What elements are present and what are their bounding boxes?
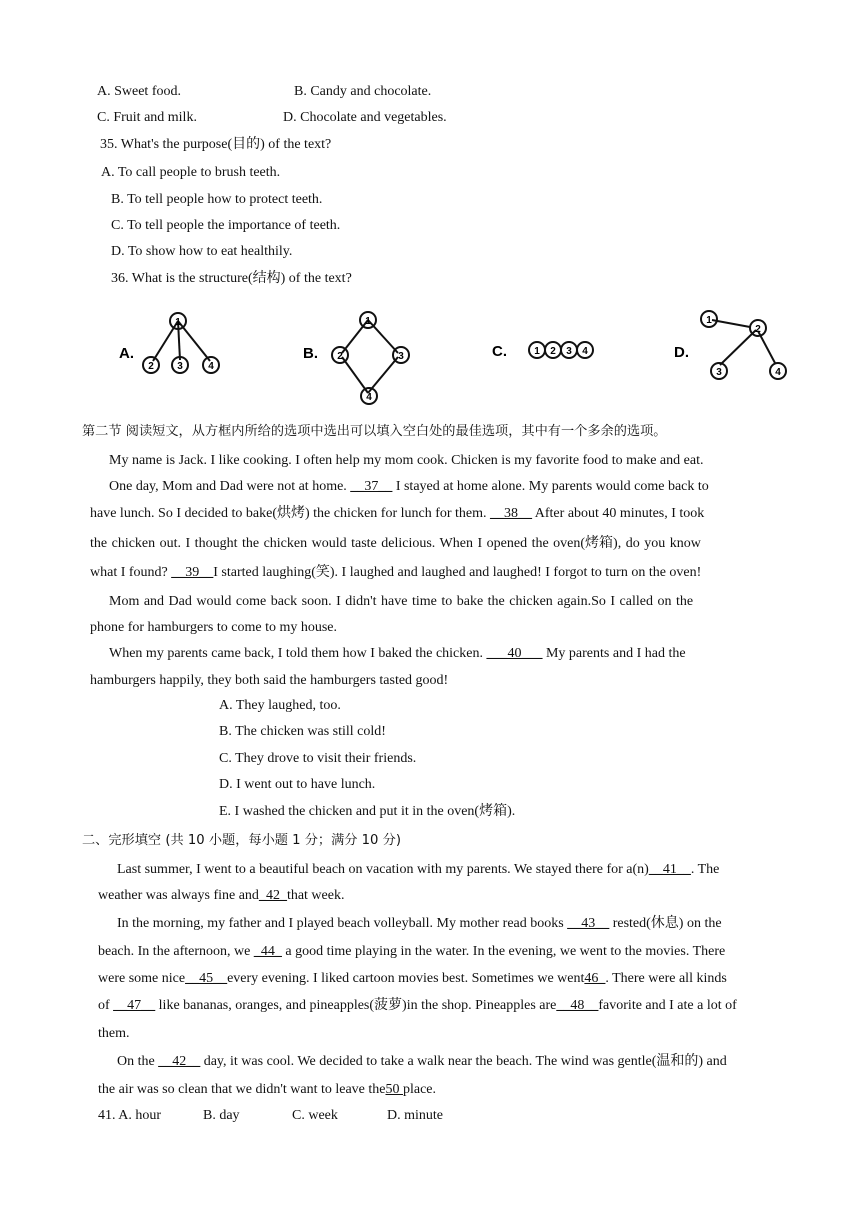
svg-text:1: 1: [706, 315, 712, 326]
svg-text:2: 2: [337, 351, 343, 362]
blank-41: __41__: [648, 862, 691, 877]
svg-text:1: 1: [365, 316, 371, 327]
passage-line: One day, Mom and Dad were not at home. __37__ I stayed at home alone. My parents would come back to: [109, 479, 709, 494]
blank-47: __47__: [113, 998, 156, 1013]
option-c: C. They drove to visit their friends.: [219, 751, 417, 766]
structure-diagram-d: [672, 305, 797, 385]
blank-45: __45__: [185, 971, 228, 986]
q35-option-a: A. To call people to brush teeth.: [101, 165, 281, 180]
svg-text:3: 3: [398, 351, 404, 362]
blank-50: 50: [385, 1082, 403, 1097]
blank-48: __48__: [556, 998, 599, 1013]
svg-text:4: 4: [582, 346, 588, 357]
option-d: D. I went out to have lunch.: [219, 777, 376, 792]
diagram-d-label: D.: [674, 344, 689, 361]
passage-line: My name is Jack. I like cooking. I often help my mom cook. Chicken is my favorite food to make and eat.: [109, 453, 704, 468]
passage-line: phone for hamburgers to come to my house.: [90, 620, 338, 635]
svg-text:1: 1: [534, 346, 540, 357]
q35-option-d: D. To show how to eat healthily.: [111, 244, 293, 259]
cloze-line: of __47__ like bananas, oranges, and pineapples(菠萝)in the shop. Pineapples are__48__favorite and I ate a lot of: [98, 998, 737, 1013]
svg-text:1: 1: [175, 317, 181, 328]
structure-diagram-c: [490, 335, 610, 365]
q36-question: 36. What is the structure(结构) of the text?: [111, 271, 352, 286]
cloze-line: beach. In the afternoon, we _44_ a good time playing in the water. In the evening, we went to the movies. There: [98, 944, 726, 959]
cloze-line: them.: [98, 1026, 130, 1041]
blank-43: __43__: [567, 916, 610, 931]
q41-option-b: B. day: [203, 1108, 240, 1123]
svg-text:3: 3: [566, 346, 572, 357]
passage-line: what I found? __39__I started laughing(笑). I laughed and laughed and laughed! I forgot to turn on the oven!: [90, 565, 702, 580]
svg-text:2: 2: [148, 361, 154, 372]
q34-option-d: D. Chocolate and vegetables.: [283, 110, 447, 125]
q41-option-d: D. minute: [387, 1108, 443, 1123]
cloze-heading: 二、完形填空 (共 10 小题，每小题 1 分；满分 10 分): [82, 833, 401, 848]
svg-text:4: 4: [208, 361, 214, 372]
cloze-line: In the morning, my father and I played beach volleyball. My mother read books __43__ rested(休息) on the: [117, 916, 722, 931]
blank-42: _42_: [258, 888, 287, 903]
q34-option-c: C. Fruit and milk.: [97, 110, 197, 125]
diagram-a-label: A.: [119, 345, 134, 362]
blank-49: __42__: [158, 1054, 201, 1069]
option-a: A. They laughed, too.: [219, 698, 341, 713]
structure-diagram-a: [115, 305, 235, 385]
q41-option-c: C. week: [292, 1108, 338, 1123]
svg-text:4: 4: [775, 367, 781, 378]
q34-option-b: B. Candy and chocolate.: [294, 84, 432, 99]
cloze-line: were some nice__45__every evening. I liked cartoon movies best. Sometimes we went46_. There were all kinds: [98, 971, 727, 986]
diagram-b-label: B.: [303, 345, 318, 362]
svg-text:3: 3: [177, 361, 183, 372]
cloze-line: On the __42__ day, it was cool. We decided to take a walk near the beach. The wind was gentle(温和的) and: [117, 1054, 727, 1069]
passage-line: the chicken out. I thought the chicken would taste delicious. When I opened the oven(烤箱), do you know: [90, 536, 701, 551]
blank-46: 46_: [584, 971, 606, 986]
cloze-line: weather was always fine and_42_that week.: [98, 888, 345, 903]
blank-44: _44_: [253, 944, 282, 959]
svg-text:2: 2: [550, 346, 556, 357]
cloze-line: Last summer, I went to a beautiful beach on vacation with my parents. We stayed there for a(n)__41__. The: [117, 862, 720, 877]
q35-option-b: B. To tell people how to protect teeth.: [111, 192, 323, 207]
passage-line: When my parents came back, I told them how I baked the chicken. ___40___ My parents and I had the: [109, 646, 686, 661]
cloze-line: the air was so clean that we didn't want to leave the50 place.: [98, 1082, 437, 1097]
blank-38: __38__: [490, 506, 533, 521]
q35-option-c: C. To tell people the importance of teeth.: [111, 218, 341, 233]
section2-heading: 第二节 阅读短文，从方框内所给的选项中选出可以填入空白处的最佳选项，其中有一个多余的选项。: [82, 424, 667, 439]
passage-line: have lunch. So I decided to bake(烘烤) the chicken for lunch for them. __38__ After about 40 minutes, I took: [90, 506, 705, 521]
svg-text:3: 3: [716, 367, 722, 378]
blank-37: __37__: [350, 479, 393, 494]
diagram-c-label: C.: [492, 343, 507, 360]
q34-option-a: A. Sweet food.: [97, 84, 181, 99]
passage-line: Mom and Dad would come back soon. I didn't have time to bake the chicken again.So I called on the: [109, 594, 694, 609]
q41-option-a: 41. A. hour: [98, 1108, 161, 1123]
svg-text:4: 4: [366, 392, 372, 403]
option-b: B. The chicken was still cold!: [219, 724, 386, 739]
structure-diagram-b: [300, 305, 420, 410]
svg-text:2: 2: [755, 324, 761, 335]
q35-question: 35. What's the purpose(目的) of the text?: [100, 137, 332, 152]
blank-39: __39__: [171, 565, 214, 580]
passage-line: hamburgers happily, they both said the hamburgers tasted good!: [90, 673, 449, 688]
blank-40: ___40___: [486, 646, 543, 661]
option-e: E. I washed the chicken and put it in the oven(烤箱).: [219, 804, 516, 819]
